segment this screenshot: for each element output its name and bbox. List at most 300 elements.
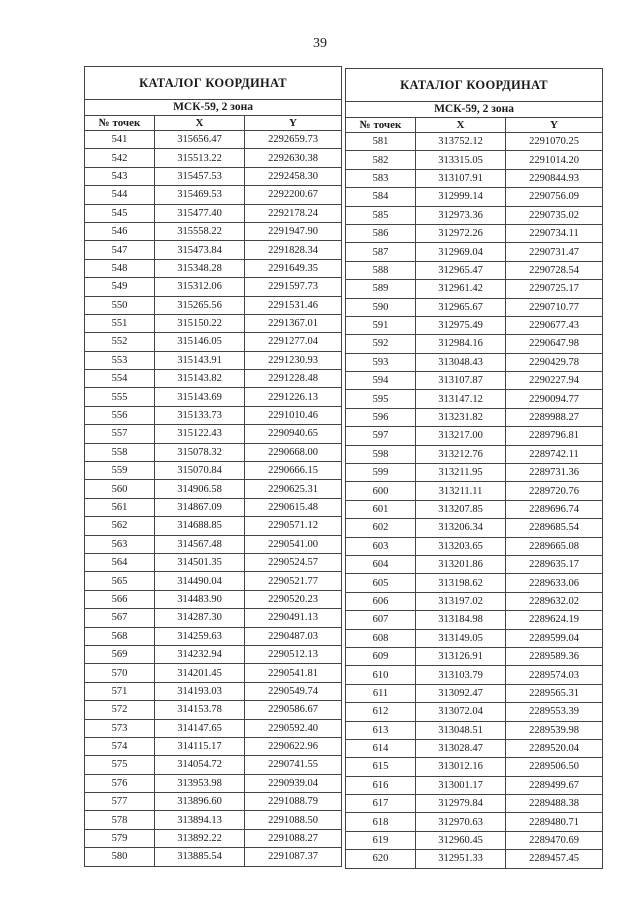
- zone-label: МСК-59, 2 зона: [85, 100, 342, 116]
- x-coordinate-cell: 315513.22: [155, 149, 245, 167]
- point-number-cell: 576: [85, 774, 155, 792]
- y-coordinate-cell: 2290227.94: [506, 372, 603, 390]
- table-row: [85, 535, 342, 553]
- point-number-cell: 591: [346, 316, 416, 334]
- point-number-cell: 573: [85, 719, 155, 737]
- y-coordinate-cell: 2290666.15: [245, 462, 342, 480]
- point-number-cell: 585: [346, 206, 416, 224]
- y-coordinate-cell: 2291230.93: [245, 351, 342, 369]
- y-coordinate-cell: 2290668.00: [245, 443, 342, 461]
- table-row: [346, 243, 603, 261]
- y-coordinate-cell: 2290940.65: [245, 425, 342, 443]
- table-row: [85, 609, 342, 627]
- y-coordinate-cell: 2292659.73: [245, 131, 342, 149]
- y-coordinate-cell: 2291947.90: [245, 222, 342, 240]
- y-coordinate-cell: 2290541.81: [245, 664, 342, 682]
- y-coordinate-cell: 2290524.57: [245, 553, 342, 571]
- table-row: [85, 811, 342, 829]
- point-number-cell: 557: [85, 425, 155, 443]
- y-coordinate-cell: 2290521.77: [245, 572, 342, 590]
- x-coordinate-cell: 313072.04: [416, 703, 506, 721]
- y-coordinate-cell: 2290728.54: [506, 261, 603, 279]
- x-coordinate-cell: 312984.16: [416, 335, 506, 353]
- table-row: [346, 280, 603, 298]
- table-row: [346, 445, 603, 463]
- table-row: [85, 406, 342, 424]
- point-number-cell: 560: [85, 480, 155, 498]
- x-coordinate-cell: 312965.67: [416, 298, 506, 316]
- y-coordinate-cell: 2289635.17: [506, 555, 603, 573]
- table-row: [346, 316, 603, 334]
- table-row: [85, 149, 342, 167]
- point-number-cell: 587: [346, 243, 416, 261]
- column-header-point: № точек: [85, 116, 155, 131]
- point-number-cell: 598: [346, 445, 416, 463]
- table-row: [85, 186, 342, 204]
- table-row: [85, 572, 342, 590]
- point-number-cell: 602: [346, 519, 416, 537]
- x-coordinate-cell: 315078.32: [155, 443, 245, 461]
- table-row: [85, 462, 342, 480]
- x-coordinate-cell: 313103.79: [416, 666, 506, 684]
- point-number-cell: 555: [85, 388, 155, 406]
- table-row: [346, 611, 603, 629]
- table-row: [346, 721, 603, 739]
- table-row: [85, 278, 342, 296]
- table-row: [85, 848, 342, 866]
- x-coordinate-cell: 312970.63: [416, 813, 506, 831]
- x-coordinate-cell: 313092.47: [416, 684, 506, 702]
- point-number-cell: 549: [85, 278, 155, 296]
- table-row: [346, 408, 603, 426]
- y-coordinate-cell: 2289720.76: [506, 482, 603, 500]
- x-coordinate-cell: 315473.84: [155, 241, 245, 259]
- y-coordinate-cell: 2291014.20: [506, 151, 603, 169]
- table-row: [346, 703, 603, 721]
- x-coordinate-cell: 312973.36: [416, 206, 506, 224]
- x-coordinate-cell: 313315.05: [416, 151, 506, 169]
- table-row: [346, 151, 603, 169]
- y-coordinate-cell: 2289574.03: [506, 666, 603, 684]
- y-coordinate-cell: 2291828.34: [245, 241, 342, 259]
- point-number-cell: 561: [85, 498, 155, 516]
- point-number-cell: 599: [346, 464, 416, 482]
- x-coordinate-cell: 313212.76: [416, 445, 506, 463]
- catalog-rows: [85, 131, 342, 867]
- point-number-cell: 605: [346, 574, 416, 592]
- table-row: [85, 774, 342, 792]
- point-number-cell: 610: [346, 666, 416, 684]
- point-number-cell: 574: [85, 737, 155, 755]
- point-number-cell: 559: [85, 462, 155, 480]
- y-coordinate-cell: 2290571.12: [245, 517, 342, 535]
- point-number-cell: 597: [346, 427, 416, 445]
- table-row: [85, 498, 342, 516]
- point-number-cell: 617: [346, 795, 416, 813]
- point-number-cell: 578: [85, 811, 155, 829]
- table-row: [346, 592, 603, 610]
- point-number-cell: 618: [346, 813, 416, 831]
- y-coordinate-cell: 2290429.78: [506, 353, 603, 371]
- x-coordinate-cell: 313107.91: [416, 169, 506, 187]
- y-coordinate-cell: 2290094.77: [506, 390, 603, 408]
- y-coordinate-cell: 2290512.13: [245, 645, 342, 663]
- x-coordinate-cell: 314201.45: [155, 664, 245, 682]
- x-coordinate-cell: 314567.48: [155, 535, 245, 553]
- x-coordinate-cell: 312975.49: [416, 316, 506, 334]
- y-coordinate-cell: 2292458.30: [245, 167, 342, 185]
- y-coordinate-cell: 2289488.38: [506, 795, 603, 813]
- table-row: [346, 666, 603, 684]
- catalog-title: КАТАЛОГ КООРДИНАТ: [85, 67, 342, 100]
- point-number-cell: 609: [346, 647, 416, 665]
- table-row: [85, 480, 342, 498]
- y-coordinate-cell: 2290741.55: [245, 756, 342, 774]
- table-row: [346, 169, 603, 187]
- y-coordinate-cell: 2290756.09: [506, 188, 603, 206]
- y-coordinate-cell: 2289599.04: [506, 629, 603, 647]
- x-coordinate-cell: 312965.47: [416, 261, 506, 279]
- y-coordinate-cell: 2291087.37: [245, 848, 342, 866]
- y-coordinate-cell: 2289553.39: [506, 703, 603, 721]
- x-coordinate-cell: 313012.16: [416, 758, 506, 776]
- y-coordinate-cell: 2289589.36: [506, 647, 603, 665]
- x-coordinate-cell: 313203.65: [416, 537, 506, 555]
- catalog-title: КАТАЛОГ КООРДИНАТ: [346, 69, 603, 102]
- table-row: [85, 701, 342, 719]
- x-coordinate-cell: 313231.82: [416, 408, 506, 426]
- table-row: [85, 314, 342, 332]
- y-coordinate-cell: 2290939.04: [245, 774, 342, 792]
- x-coordinate-cell: 312961.42: [416, 280, 506, 298]
- y-coordinate-cell: 2290625.31: [245, 480, 342, 498]
- x-coordinate-cell: 313892.22: [155, 829, 245, 847]
- y-coordinate-cell: 2291070.25: [506, 133, 603, 151]
- point-number-cell: 563: [85, 535, 155, 553]
- y-coordinate-cell: 2289565.31: [506, 684, 603, 702]
- point-number-cell: 567: [85, 609, 155, 627]
- y-coordinate-cell: 2291649.35: [245, 259, 342, 277]
- x-coordinate-cell: 315469.53: [155, 186, 245, 204]
- table-row: [346, 188, 603, 206]
- y-coordinate-cell: 2290622.96: [245, 737, 342, 755]
- x-coordinate-cell: 314153.78: [155, 701, 245, 719]
- table-row: [346, 390, 603, 408]
- table-row: [346, 739, 603, 757]
- point-number-cell: 592: [346, 335, 416, 353]
- table-row: [85, 204, 342, 222]
- point-number-cell: 613: [346, 721, 416, 739]
- y-coordinate-cell: 2290586.67: [245, 701, 342, 719]
- x-coordinate-cell: 314115.17: [155, 737, 245, 755]
- table-row: [346, 647, 603, 665]
- table-row: [85, 793, 342, 811]
- x-coordinate-cell: 315348.28: [155, 259, 245, 277]
- table-row: [346, 372, 603, 390]
- table-row: [346, 684, 603, 702]
- point-number-cell: 551: [85, 314, 155, 332]
- y-coordinate-cell: 2290592.40: [245, 719, 342, 737]
- table-row: [346, 133, 603, 151]
- x-coordinate-cell: 315477.40: [155, 204, 245, 222]
- y-coordinate-cell: 2289742.11: [506, 445, 603, 463]
- zone-label: МСК-59, 2 зона: [346, 102, 603, 118]
- point-number-cell: 571: [85, 682, 155, 700]
- y-coordinate-cell: 2289696.74: [506, 500, 603, 518]
- table-row: [85, 517, 342, 535]
- table-row: [346, 850, 603, 868]
- point-number-cell: 579: [85, 829, 155, 847]
- y-coordinate-cell: 2289685.54: [506, 519, 603, 537]
- point-number-cell: 580: [85, 848, 155, 866]
- x-coordinate-cell: 314232.94: [155, 645, 245, 663]
- point-number-cell: 606: [346, 592, 416, 610]
- table-row: [346, 298, 603, 316]
- x-coordinate-cell: 315070.84: [155, 462, 245, 480]
- point-number-cell: 544: [85, 186, 155, 204]
- x-coordinate-cell: 314193.03: [155, 682, 245, 700]
- y-coordinate-cell: 2290734.11: [506, 224, 603, 242]
- point-number-cell: 593: [346, 353, 416, 371]
- y-coordinate-cell: 2290844.93: [506, 169, 603, 187]
- y-coordinate-cell: 2289796.81: [506, 427, 603, 445]
- x-coordinate-cell: 313201.86: [416, 555, 506, 573]
- y-coordinate-cell: 2289506.50: [506, 758, 603, 776]
- y-coordinate-cell: 2290677.43: [506, 316, 603, 334]
- table-row: [85, 627, 342, 645]
- point-number-cell: 577: [85, 793, 155, 811]
- table-row: [85, 682, 342, 700]
- point-number-cell: 546: [85, 222, 155, 240]
- page-number: 39: [313, 36, 327, 51]
- y-coordinate-cell: 2289988.27: [506, 408, 603, 426]
- column-header-x: X: [416, 118, 506, 133]
- y-coordinate-cell: 2291010.46: [245, 406, 342, 424]
- point-number-cell: 570: [85, 664, 155, 682]
- y-coordinate-cell: 2290487.03: [245, 627, 342, 645]
- y-coordinate-cell: 2289520.04: [506, 739, 603, 757]
- table-row: [346, 537, 603, 555]
- y-coordinate-cell: 2289633.06: [506, 574, 603, 592]
- y-coordinate-cell: 2290735.02: [506, 206, 603, 224]
- x-coordinate-cell: 312969.04: [416, 243, 506, 261]
- point-number-cell: 542: [85, 149, 155, 167]
- y-coordinate-cell: 2291228.48: [245, 370, 342, 388]
- y-coordinate-cell: 2290549.74: [245, 682, 342, 700]
- point-number-cell: 550: [85, 296, 155, 314]
- x-coordinate-cell: 315143.91: [155, 351, 245, 369]
- x-coordinate-cell: 313211.95: [416, 464, 506, 482]
- x-coordinate-cell: 312972.26: [416, 224, 506, 242]
- x-coordinate-cell: 314867.09: [155, 498, 245, 516]
- x-coordinate-cell: 314054.72: [155, 756, 245, 774]
- y-coordinate-cell: 2289457.45: [506, 850, 603, 868]
- point-number-cell: 564: [85, 553, 155, 571]
- coordinate-catalog-left: [84, 66, 342, 867]
- x-coordinate-cell: 313048.51: [416, 721, 506, 739]
- point-number-cell: 543: [85, 167, 155, 185]
- column-header-x: X: [155, 116, 245, 131]
- table-row: [85, 296, 342, 314]
- column-header-point: № точек: [346, 118, 416, 133]
- y-coordinate-cell: 2289665.08: [506, 537, 603, 555]
- point-number-cell: 548: [85, 259, 155, 277]
- table-row: [85, 167, 342, 185]
- point-number-cell: 586: [346, 224, 416, 242]
- table-row: [346, 776, 603, 794]
- y-coordinate-cell: 2291088.79: [245, 793, 342, 811]
- point-number-cell: 611: [346, 684, 416, 702]
- point-number-cell: 572: [85, 701, 155, 719]
- x-coordinate-cell: 315133.73: [155, 406, 245, 424]
- y-coordinate-cell: 2291597.73: [245, 278, 342, 296]
- y-coordinate-cell: 2290647.98: [506, 335, 603, 353]
- x-coordinate-cell: 315150.22: [155, 314, 245, 332]
- x-coordinate-cell: 315122.43: [155, 425, 245, 443]
- x-coordinate-cell: 315143.82: [155, 370, 245, 388]
- x-coordinate-cell: 315558.22: [155, 222, 245, 240]
- table-row: [346, 629, 603, 647]
- point-number-cell: 562: [85, 517, 155, 535]
- y-coordinate-cell: 2289480.71: [506, 813, 603, 831]
- point-number-cell: 616: [346, 776, 416, 794]
- point-number-cell: 556: [85, 406, 155, 424]
- point-number-cell: 607: [346, 611, 416, 629]
- point-number-cell: 569: [85, 645, 155, 663]
- table-row: [85, 259, 342, 277]
- y-coordinate-cell: 2291088.27: [245, 829, 342, 847]
- point-number-cell: 547: [85, 241, 155, 259]
- y-coordinate-cell: 2291277.04: [245, 333, 342, 351]
- point-number-cell: 552: [85, 333, 155, 351]
- x-coordinate-cell: 312960.45: [416, 831, 506, 849]
- table-row: [85, 351, 342, 369]
- point-number-cell: 620: [346, 850, 416, 868]
- table-row: [85, 756, 342, 774]
- table-row: [346, 500, 603, 518]
- point-number-cell: 619: [346, 831, 416, 849]
- point-number-cell: 604: [346, 555, 416, 573]
- table-row: [85, 553, 342, 571]
- point-number-cell: 584: [346, 188, 416, 206]
- x-coordinate-cell: 313752.12: [416, 133, 506, 151]
- table-row: [346, 482, 603, 500]
- x-coordinate-cell: 313147.12: [416, 390, 506, 408]
- table-row: [346, 427, 603, 445]
- table-row: [85, 241, 342, 259]
- point-number-cell: 581: [346, 133, 416, 151]
- y-coordinate-cell: 2289539.98: [506, 721, 603, 739]
- table-row: [346, 574, 603, 592]
- x-coordinate-cell: 314501.35: [155, 553, 245, 571]
- x-coordinate-cell: 313107.87: [416, 372, 506, 390]
- x-coordinate-cell: 315656.47: [155, 131, 245, 149]
- y-coordinate-cell: 2289624.19: [506, 611, 603, 629]
- x-coordinate-cell: 312951.33: [416, 850, 506, 868]
- table-row: [346, 519, 603, 537]
- y-coordinate-cell: 2290725.17: [506, 280, 603, 298]
- table-row: [346, 261, 603, 279]
- point-number-cell: 596: [346, 408, 416, 426]
- y-coordinate-cell: 2289731.36: [506, 464, 603, 482]
- catalog-rows: [346, 133, 603, 869]
- x-coordinate-cell: 313217.00: [416, 427, 506, 445]
- x-coordinate-cell: 314483.90: [155, 590, 245, 608]
- x-coordinate-cell: 315146.05: [155, 333, 245, 351]
- point-number-cell: 541: [85, 131, 155, 149]
- x-coordinate-cell: 313184.98: [416, 611, 506, 629]
- point-number-cell: 558: [85, 443, 155, 461]
- y-coordinate-cell: 2292200.67: [245, 186, 342, 204]
- column-header-y: Y: [245, 116, 342, 131]
- point-number-cell: 583: [346, 169, 416, 187]
- point-number-cell: 614: [346, 739, 416, 757]
- table-row: [346, 353, 603, 371]
- y-coordinate-cell: 2289632.02: [506, 592, 603, 610]
- x-coordinate-cell: 314490.04: [155, 572, 245, 590]
- x-coordinate-cell: 313001.17: [416, 776, 506, 794]
- y-coordinate-cell: 2291531.46: [245, 296, 342, 314]
- x-coordinate-cell: 313211.11: [416, 482, 506, 500]
- x-coordinate-cell: 315143.69: [155, 388, 245, 406]
- table-row: [346, 831, 603, 849]
- table-row: [85, 370, 342, 388]
- point-number-cell: 588: [346, 261, 416, 279]
- table-row: [346, 555, 603, 573]
- y-coordinate-cell: 2291088.50: [245, 811, 342, 829]
- x-coordinate-cell: 313953.98: [155, 774, 245, 792]
- y-coordinate-cell: 2290520.23: [245, 590, 342, 608]
- point-number-cell: 608: [346, 629, 416, 647]
- table-row: [346, 758, 603, 776]
- table-row: [85, 737, 342, 755]
- x-coordinate-cell: 313894.13: [155, 811, 245, 829]
- x-coordinate-cell: 314906.58: [155, 480, 245, 498]
- point-number-cell: 612: [346, 703, 416, 721]
- table-row: [85, 131, 342, 149]
- x-coordinate-cell: 313048.43: [416, 353, 506, 371]
- point-number-cell: 582: [346, 151, 416, 169]
- x-coordinate-cell: 313028.47: [416, 739, 506, 757]
- table-row: [85, 645, 342, 663]
- table-row: [85, 333, 342, 351]
- coordinate-catalog-right: [345, 68, 603, 869]
- x-coordinate-cell: 313126.91: [416, 647, 506, 665]
- point-number-cell: 601: [346, 500, 416, 518]
- table-row: [85, 443, 342, 461]
- y-coordinate-cell: 2290491.13: [245, 609, 342, 627]
- y-coordinate-cell: 2289499.67: [506, 776, 603, 794]
- x-coordinate-cell: 313198.62: [416, 574, 506, 592]
- table-row: [85, 388, 342, 406]
- x-coordinate-cell: 312999.14: [416, 188, 506, 206]
- y-coordinate-cell: 2290615.48: [245, 498, 342, 516]
- x-coordinate-cell: 313207.85: [416, 500, 506, 518]
- table-row: [85, 719, 342, 737]
- x-coordinate-cell: 314147.65: [155, 719, 245, 737]
- table-row: [85, 590, 342, 608]
- table-row: [346, 464, 603, 482]
- x-coordinate-cell: 315312.06: [155, 278, 245, 296]
- y-coordinate-cell: 2290541.00: [245, 535, 342, 553]
- point-number-cell: 545: [85, 204, 155, 222]
- x-coordinate-cell: 315265.56: [155, 296, 245, 314]
- y-coordinate-cell: 2292630.38: [245, 149, 342, 167]
- point-number-cell: 553: [85, 351, 155, 369]
- x-coordinate-cell: 315457.53: [155, 167, 245, 185]
- table-row: [85, 222, 342, 240]
- point-number-cell: 590: [346, 298, 416, 316]
